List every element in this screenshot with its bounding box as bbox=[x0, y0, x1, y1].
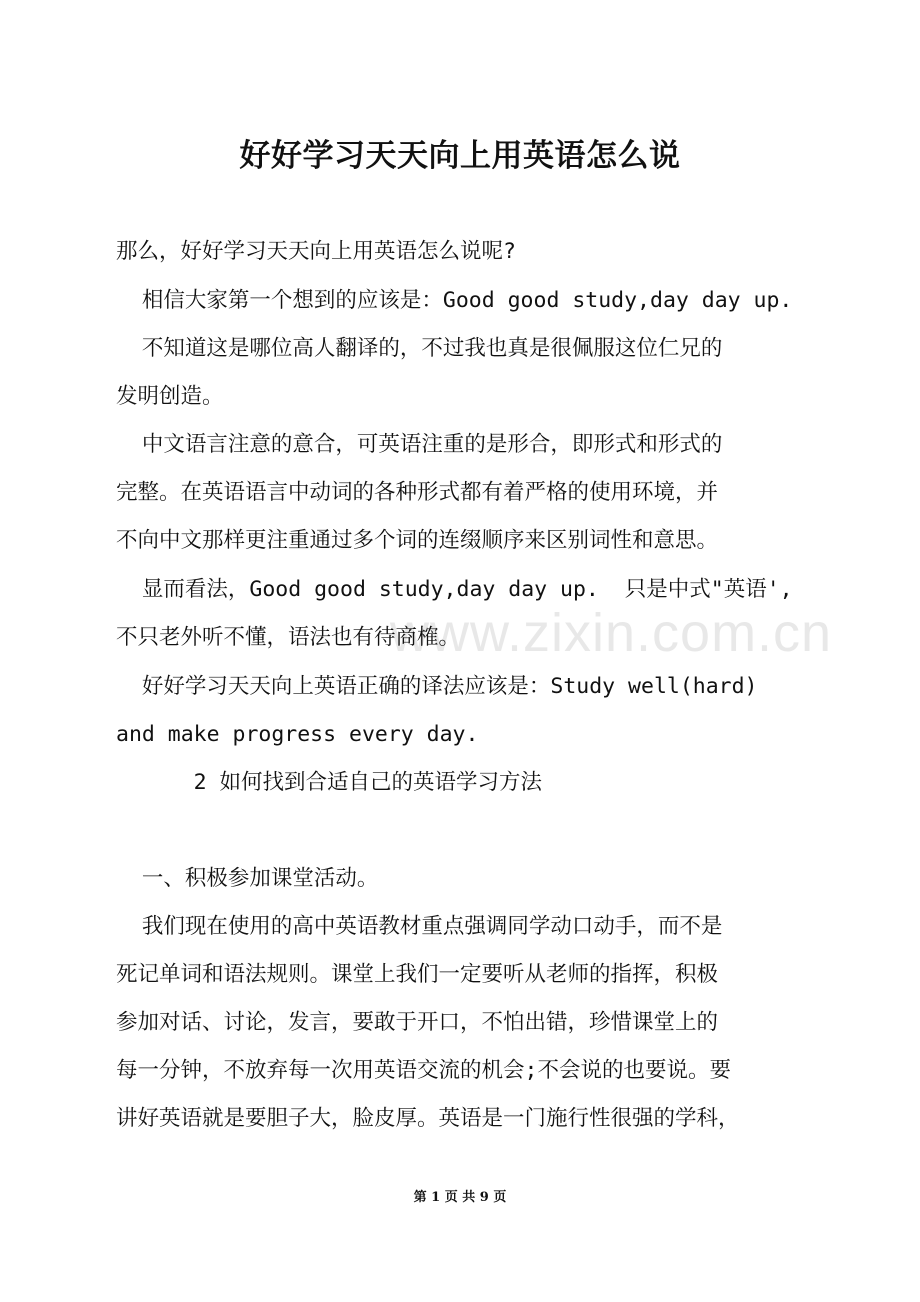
text-line: 每一分钟，不放弃每一次用英语交流的机会;不会说的也要说。要 bbox=[116, 1058, 731, 1083]
text-line: 我们现在使用的高中英语教材重点强调同学动口动手，而不是 bbox=[116, 914, 723, 939]
text-line: 死记单词和语法规则。课堂上我们一定要听从老师的指挥，积极 bbox=[116, 962, 719, 987]
document-title: 好好学习天天向上用英语怎么说 bbox=[239, 138, 681, 174]
text-line: 相信大家第一个想到的应该是：Good good study,day day up. bbox=[116, 288, 793, 313]
text-line: 不知道这是哪位高人翻译的，不过我也真是很佩服这位仁兄的 bbox=[116, 336, 723, 361]
text-line: 发明创造。 bbox=[116, 384, 224, 409]
section-heading: 2 如何找到合适自己的英语学习方法 bbox=[116, 770, 543, 795]
text-line: 完整。在英语语言中动词的各种形式都有着严格的使用环境，并 bbox=[116, 480, 719, 505]
text-line: 参加对话、讨论，发言，要敢于开口，不怕出错，珍惜课堂上的 bbox=[116, 1010, 719, 1035]
text-line: 那么，好好学习天天向上用英语怎么说呢? bbox=[116, 239, 516, 264]
text-line: 不只老外听不懂，语法也有待商榷。 bbox=[116, 625, 461, 650]
subsection-heading: 一、积极参加课堂活动。 bbox=[116, 866, 379, 891]
text-line: 好好学习天天向上英语正确的译法应该是：Study well(hard) bbox=[116, 674, 758, 699]
text-line: 不向中文那样更注重通过多个词的连缀顺序来区别词性和意思。 bbox=[116, 528, 719, 553]
page-footer: 第 1 页 共 9 页 bbox=[413, 1190, 507, 1205]
text-line: 中文语言注意的意合，可英语注重的是形合，即形式和形式的 bbox=[116, 432, 723, 457]
text-line: and make progress every day. bbox=[116, 722, 479, 747]
watermark: www.zixin.com.cn bbox=[390, 603, 833, 663]
text-line: 讲好英语就是要胆子大，脸皮厚。英语是一门施行性很强的学科， bbox=[116, 1106, 740, 1131]
text-line: 显而看法，Good good study,day day up. 只是中式"英语', bbox=[116, 577, 793, 602]
